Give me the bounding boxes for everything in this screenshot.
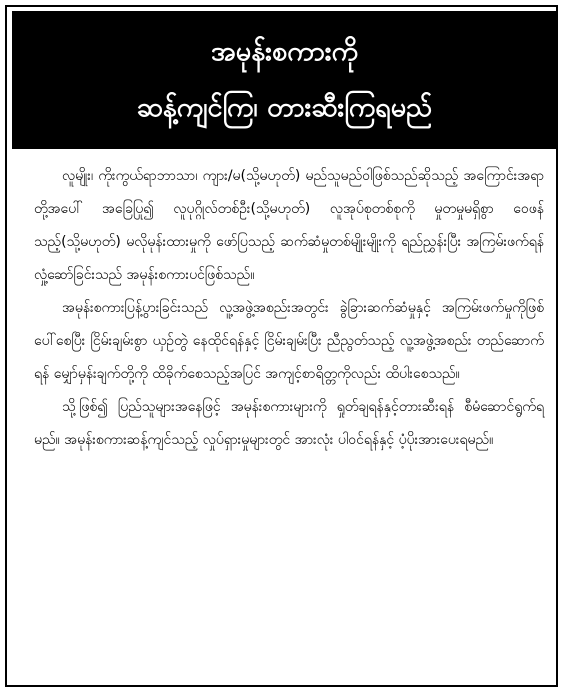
article-body (34, 160, 544, 457)
title-line-2: ဆန့်ကျင်ကြ၊ တားဆီးကြရမည် (136, 92, 433, 123)
paragraph-3: သို့ဖြစ်၍ ပြည်သူများအနေဖြင့် အမုန်းစကားများကို ရှုတ်ချရန်နှင့်တားဆီးရန် စီမံဆောင်ရွက်ရမည်။ အမုန်းစကားဆန့်ကျင်သည့် လှုပ်ရှားမှုများတွင် အားလုံး ပါဝင်ရန်နှင့် ပံ့ပိုးအားပေးရမည်။ (34, 399, 544, 448)
paragraph-2: အမုန်းစကားပြန့်ပွားခြင်းသည် လူ့အဖွဲ့အစည်းအတွင်း ခွဲခြားဆက်ဆံမှုနှင့် အကြမ်းဖက်မှုကိုဖြစ်ပေါ်စေပြီး ငြိမ်းချမ်းစွာ ယှဉ်တွဲ နေထိုင်ရန်နှင့် ငြိမ်းချမ်းပြီး ညီညွတ်သည့် လူ့အဖွဲ့အစည်း တည်ဆောက်ရန် မျှော်မှန်းချက်တို့ကို ထိခိုက်စေသည့်အပြင် အကျင့်စာရိတ္တကိုလည်း ထိပါးစေသည်။ (34, 300, 544, 382)
paragraph-1: လူမျိုး၊ ကိုးကွယ်ရာဘာသာ၊ ကျား/မ(သို့မဟုတ်) မည်သူမည်ဝါဖြစ်သည်ဆိုသည့် အကြောင်းအရာတို့အပေါ် အခြေပြု၍ လူပုဂ္ဂိုလ်တစ်ဦး(သို့မဟုတ်) လူအုပ်စုတစ်စုကို မှုတမှုမရှိစွာ ဝေဖန်သည့်(သို့မဟုတ်) မလိုမုန်းထားမှုကို ဖော်ပြသည့် ဆက်ဆံမှုတစ်မျိုးမျိုးကို ရည်ညွှန်းပြီး အကြမ်းဖက်ရန် လှုံ့ဆော်ခြင်းသည် အမုန်းစကားပင်ဖြစ်သည်။ (34, 168, 544, 283)
title-banner (12, 11, 557, 149)
title-line-1: အမုန်းစကားကို (210, 36, 359, 67)
